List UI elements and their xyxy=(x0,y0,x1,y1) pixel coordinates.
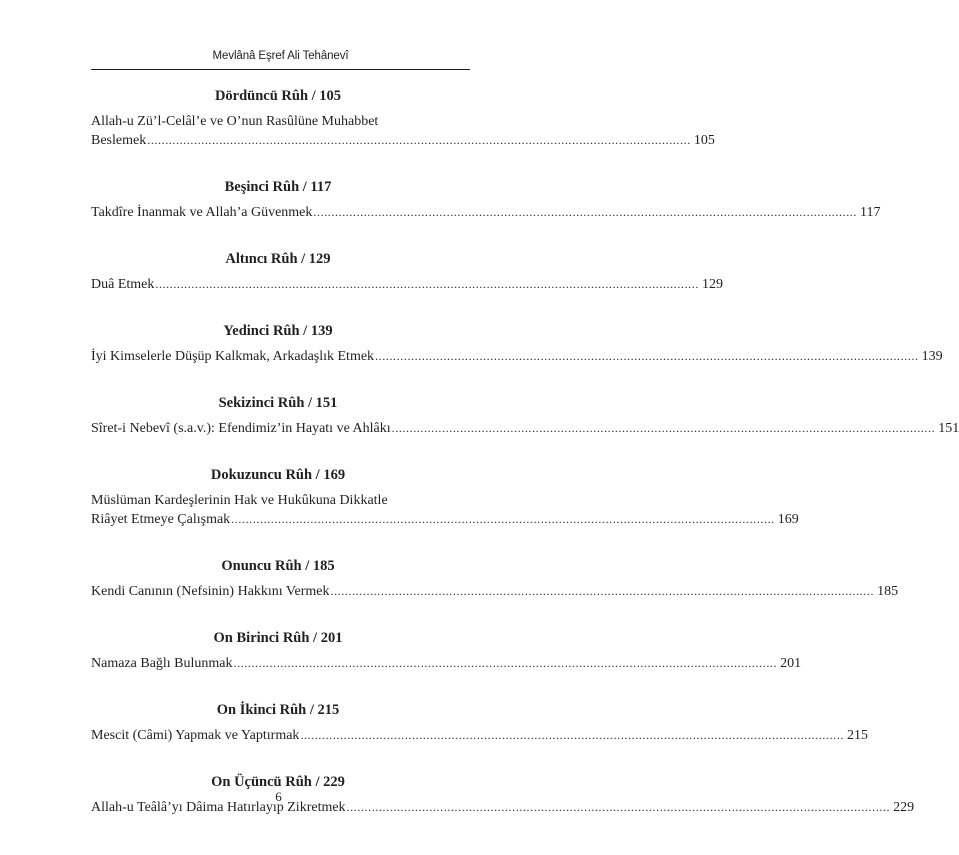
section-heading: Sekizinci Rûh / 151 xyxy=(218,395,338,411)
toc-section xyxy=(91,394,959,461)
toc-section xyxy=(91,322,943,389)
dot-leader: ....................................................................................................................................................... xyxy=(375,349,919,363)
dot-leader: ....................................................................................................................................................... xyxy=(346,800,891,814)
entry-text: Namaza Bağlı Bulunmak xyxy=(91,656,233,671)
entry-text-line: Müslüman Kardeşlerinin Hak ve Hukûkuna Dikkatle xyxy=(91,493,388,508)
header-rule xyxy=(91,69,470,70)
section-heading: Yedinci Rûh / 139 xyxy=(223,323,333,339)
toc-entry xyxy=(91,347,943,366)
entry-text: İyi Kimselerle Düşüp Kalkmak, Arkadaşlık Etmek xyxy=(91,349,375,364)
toc-entry xyxy=(91,491,799,529)
entry-page-number: 129 xyxy=(701,277,723,292)
dot-leader: ....................................................................................................................................................... xyxy=(391,421,936,435)
dot-leader: ....................................................................................................................................................... xyxy=(313,205,857,219)
dot-leader: ....................................................................................................................................................... xyxy=(147,133,691,147)
toc-section xyxy=(91,701,869,768)
entry-page-number: 201 xyxy=(780,656,802,671)
entry-text: Takdîre İnanmak ve Allah’a Güvenmek xyxy=(91,205,313,220)
toc-section xyxy=(91,178,881,245)
entry-text-line: Allah-u Zü’l-Celâl’e ve O’nun Rasûlüne Muhabbet xyxy=(91,114,379,129)
toc-section xyxy=(91,250,723,317)
entry-page-number: 117 xyxy=(860,205,881,220)
section-heading: Onuncu Rûh / 185 xyxy=(221,558,335,574)
toc-entry xyxy=(91,203,881,222)
table-of-contents xyxy=(91,82,959,840)
toc-entry xyxy=(91,112,715,150)
toc-section xyxy=(91,773,915,840)
toc-entry xyxy=(91,582,899,601)
toc-section xyxy=(91,466,799,552)
entry-text: Kendi Canının (Nefsinin) Hakkını Vermek xyxy=(91,584,330,599)
toc-section xyxy=(91,629,802,696)
entry-text: Riâyet Etmeye Çalışmak xyxy=(91,512,231,527)
dot-leader: ....................................................................................................................................................... xyxy=(330,584,875,598)
section-heading: Beşinci Rûh / 117 xyxy=(224,179,332,195)
entry-page-number: 151 xyxy=(938,421,959,436)
toc-section xyxy=(91,87,715,173)
entry-text: Allah-u Teâlâ’yı Dâima Hatırlayıp Zikretmek xyxy=(91,800,346,815)
toc-section xyxy=(91,557,899,624)
section-heading: Dokuzuncu Rûh / 169 xyxy=(210,467,346,483)
entry-page-number: 105 xyxy=(693,133,715,148)
entry-text: Mescit (Câmi) Yapmak ve Yaptırmak xyxy=(91,728,300,743)
section-heading: On Birinci Rûh / 201 xyxy=(213,630,343,646)
entry-page-number: 215 xyxy=(847,728,869,743)
toc-entry xyxy=(91,419,959,438)
entry-page-number: 139 xyxy=(921,349,943,364)
toc-entry xyxy=(91,726,869,745)
entry-text: Beslemek xyxy=(91,133,147,148)
section-heading: On Üçüncü Rûh / 229 xyxy=(211,774,345,790)
entry-page-number: 185 xyxy=(877,584,899,599)
entry-text: Sîret-i Nebevî (s.a.v.): Efendimiz’in Hayatı ve Ahlâkı xyxy=(91,421,391,436)
running-head: Mevlânâ Eşref Ali Tehânevî xyxy=(212,50,349,62)
dot-leader: ....................................................................................................................................................... xyxy=(231,512,775,526)
entry-page-number: 169 xyxy=(777,512,799,527)
dot-leader: ....................................................................................................................................................... xyxy=(155,277,699,291)
page-number: 6 xyxy=(275,789,282,804)
toc-entry xyxy=(91,275,723,294)
section-heading: On İkinci Rûh / 215 xyxy=(216,702,340,718)
entry-text: Duâ Etmek xyxy=(91,277,155,292)
dot-leader: ....................................................................................................................................................... xyxy=(233,656,778,670)
section-heading: Dördüncü Rûh / 105 xyxy=(214,88,342,104)
toc-entry xyxy=(91,654,802,673)
entry-page-number: 229 xyxy=(893,800,915,815)
dot-leader: ....................................................................................................................................................... xyxy=(300,728,845,742)
section-heading: Altıncı Rûh / 129 xyxy=(225,251,331,267)
